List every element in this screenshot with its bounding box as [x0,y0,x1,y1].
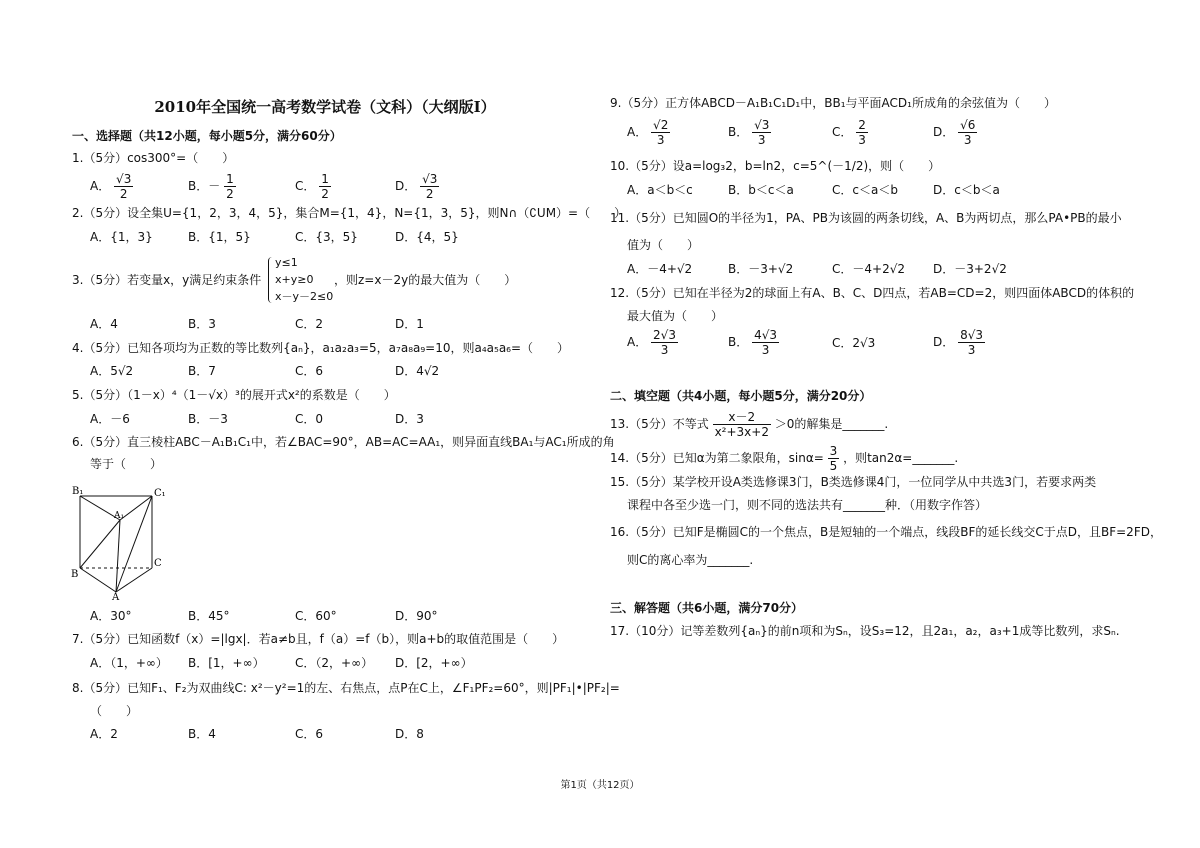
q13-stem-pre: 13.（5分）不等式 [610,417,709,431]
q8-option-d: D．8 [395,727,424,741]
q12-option-d-frac [958,328,985,357]
frac-den: 3 [761,343,770,357]
q1-option-d-label: D． [395,179,417,193]
q3-constraint-brace [268,257,275,303]
q7-stem: 7.（5分）已知函数f（x）=|lgx|．若a≠b且，f（a）=f（b），则a+b的取值范围是（ ） [72,632,565,646]
q6-option-c: C．60° [295,609,337,623]
frac-num: √3 [754,118,770,132]
q3-option-d: D．1 [395,317,424,331]
q9-option-c-label: C． [832,125,853,139]
q10-option-d: D．c＜b＜a [933,183,1000,197]
q7-option-d: D．[2，+∞） [395,656,473,670]
frac-num: 1 [226,172,234,186]
q11-option-d: D．－3+2√2 [933,262,1007,276]
q1-option-c [295,172,331,201]
frac-num: √3 [422,172,438,186]
frac-num: 3 [829,444,838,458]
q1-stem: 1.（5分）cos300°=（ ） [72,151,235,165]
q11-option-c: C．－4+2√2 [832,262,905,276]
frac-den: 3 [858,133,866,147]
q4-stem: 4.（5分）已知各项均为正数的等比数列{aₙ}，a₁a₂a₃=5，a₇a₈a₉=10，则a₄a₅a₆=（ ） [72,341,570,355]
q14-stem-pre: 14.（5分）已知α为第二象限角，sinα= [610,451,824,465]
q14-stem [610,444,958,473]
frac-den: 2 [119,187,128,201]
q1-option-d [395,172,439,201]
q3-constraint-1: y≤1 [275,256,298,269]
q1-option-a-label: A． [90,179,111,193]
q2-stem: 2.（5分）设全集U={1，2，3，4，5}，集合M={1，4}，N={1，3，5}，则N∩（∁UM）=（ ） [72,206,627,220]
q9-option-b-frac [752,118,771,147]
q8-option-a: A．2 [90,727,118,741]
q3-stem-post: ，则z=x－2y的最大值为（ ） [334,273,517,287]
page-footer: 第1页（共12页） [560,780,640,791]
q9-option-c-frac [856,118,868,147]
q4-option-a: A．5√2 [90,364,134,378]
frac-den: 3 [660,343,669,357]
q12-option-b [728,328,779,357]
frac-num: 1 [321,172,329,186]
q11-option-a: A．－4+√2 [627,262,693,276]
frac-num: 4√3 [754,328,777,342]
q5-option-c: C．0 [295,412,324,426]
q9-stem: 9.（5分）正方体ABCD－A₁B₁C₁D₁中，BB₁与平面ACD₁所成角的余弦值为（ ） [610,96,1056,110]
q12-option-c: C．2√3 [832,336,876,350]
q4-option-b: B．7 [188,364,216,378]
q12-option-b-label: B． [728,335,749,349]
q15-stem-line1: 15.（5分）某学校开设A类选修课3门，B类选修课4门，一位同学从中共选3门，若要求两类 [610,475,1097,489]
q3-option-c: C．2 [295,317,324,331]
q16-stem-line2: 则C的离心率为_______. [627,553,754,567]
frac-den: x²+3x+2 [714,425,769,439]
q5-stem: 5.（5分）（1－x）⁴（1－√x）³的展开式x²的系数是（ ） [72,388,396,402]
q3-option-a: A．4 [90,317,118,331]
q6-option-a: A．30° [90,609,132,623]
q17-stem: 17.（10分）记等差数列{aₙ}的前n项和为Sₙ，设S₃=12，且2a₁，a₂，a₃+1成等比数列，求Sₙ. [610,624,1120,638]
q9-option-b [728,118,771,147]
frac-den: 2 [425,187,434,201]
q3-constraint-3: x－y－2≤0 [275,290,334,303]
q8-stem-line2: （ ） [90,704,139,718]
q14-stem-post: ，则tan2α=_______. [843,451,959,465]
q1-option-a-frac [114,172,133,201]
q6-option-b: B．45° [188,609,230,623]
section-heading-choice: 一、选择题（共12小题，每小题5分，满分60分） [72,129,342,143]
q8-stem-line1: 8.（5分）已知F₁、F₂为双曲线C: x²－y²=1的左、右焦点，点P在C上，∠F₁PF₂=60°，则|PF₁|•|PF₂|= [72,681,620,695]
q12-option-b-frac [752,328,779,357]
q1-option-b-frac [224,172,236,201]
q5-option-b: B．－3 [188,412,228,426]
q12-option-d-label: D． [933,335,955,349]
q2-option-d: D．{4，5} [395,230,459,244]
fig-label-b1: B₁ [72,486,84,497]
q9-option-a [627,118,670,147]
q11-stem-line1: 11.（5分）已知圆O的半径为1，PA、PB为该圆的两条切线，A、B为两切点，那么PA•PB的最小 [610,211,1122,225]
q2-option-a: A．{1，3} [90,230,153,244]
frac-num: 8√3 [960,328,983,342]
frac-den: 2 [321,187,329,201]
q3-stem-pre: 3.（5分）若变量x，y满足约束条件 [72,273,262,287]
q6-stem-line1: 6.（5分）直三棱柱ABC－A₁B₁C₁中，若∠BAC=90°，AB=AC=AA₁，则异面直线BA₁与AC₁所成的角 [72,435,615,449]
fig-label-a: A [112,592,120,600]
frac-num: √3 [116,172,132,186]
q5-option-d: D．3 [395,412,424,426]
q6-option-d: D．90° [395,609,438,623]
q2-option-c: C．{3，5} [295,230,358,244]
q13-stem-post: ＞0的解集是_______. [774,417,889,431]
q12-option-a [627,328,678,357]
frac-num: 2 [858,118,866,132]
q9-option-a-frac [651,118,670,147]
frac-den: 3 [757,133,766,147]
q7-option-b: B．[1，+∞） [188,656,265,670]
q7-option-a: A．（1，+∞） [90,656,168,670]
q12-option-d [933,328,985,357]
q9-option-d [933,118,977,147]
q9-option-d-label: D． [933,125,955,139]
q3-constraint-2: x+y≥0 [275,273,314,286]
q1-option-a [90,172,133,201]
frac-num: x－2 [713,410,771,425]
q3-option-b: B．3 [188,317,216,331]
q6-stem-line2: 等于（ ） [90,457,163,471]
q9-option-b-label: B． [728,125,749,139]
q12-option-a-frac [651,328,678,357]
frac-num: 2√3 [653,328,676,342]
q10-stem: 10.（5分）设a=log₃2，b=ln2，c=5^(－1/2)，则（ ） [610,159,941,173]
frac-den: 3 [967,343,976,357]
q15-stem-line2: 课程中各至少选一门，则不同的选法共有_______种．（用数字作答） [627,498,988,512]
q5-option-a: A．－6 [90,412,130,426]
frac-den: 3 [963,133,972,147]
fig-label-c1: C₁ [154,488,166,499]
frac-den: 3 [656,133,665,147]
q10-option-a: A．a＜b＜c [627,183,693,197]
q10-option-b: B．b＜c＜a [728,183,794,197]
section-heading-answer: 三、解答题（共6小题，满分70分） [610,601,804,615]
q9-option-d-frac [958,118,977,147]
q8-option-b: B．4 [188,727,216,741]
q9-option-a-label: A． [627,125,648,139]
q13-frac [713,410,771,439]
q1-option-b [188,172,236,201]
q11-option-b: B．－3+√2 [728,262,794,276]
fig-label-c: C [154,558,162,569]
frac-num: √2 [653,118,669,132]
q10-option-c: C．c＜a＜b [832,183,898,197]
section-heading-fill: 二、填空题（共4小题，每小题5分，满分20分） [610,389,872,403]
frac-num: √6 [960,118,976,132]
q12-option-a-label: A． [627,335,648,349]
q16-stem-line1: 16.（5分）已知F是椭圆C的一个焦点，B是短轴的一个端点，线段BF的延长线交C于点D，且BF=2FD， [610,525,1162,539]
q4-option-d: D．4√2 [395,364,440,378]
q12-stem-line2: 最大值为（ ） [627,309,724,323]
q1-option-b-label: B．－ [188,179,221,193]
q12-stem-line1: 12.（5分）已知在半径为2的球面上有A、B、C、D四点，若AB=CD=2，则四面体ABCD的体积的 [610,286,1135,300]
q1-option-c-label: C． [295,179,316,193]
q2-option-b: B．{1，5} [188,230,251,244]
frac-den: 5 [829,459,838,473]
q14-frac [828,444,840,473]
page-title: 2010年全国统一高考数学试卷（文科）（大纲版Ⅰ） [154,98,496,116]
q9-option-c [832,118,868,147]
fig-label-a1: A₁ [114,511,125,521]
q6-prism-figure [70,484,180,600]
q7-option-c: C．（2，+∞） [295,656,374,670]
q13-stem [610,410,888,439]
q4-option-c: C．6 [295,364,324,378]
frac-den: 2 [226,187,234,201]
q1-option-d-frac [420,172,439,201]
q8-option-c: C．6 [295,727,324,741]
q11-stem-line2: 值为（ ） [627,238,700,252]
fig-label-b: B [71,569,79,580]
q1-option-c-frac [319,172,331,201]
